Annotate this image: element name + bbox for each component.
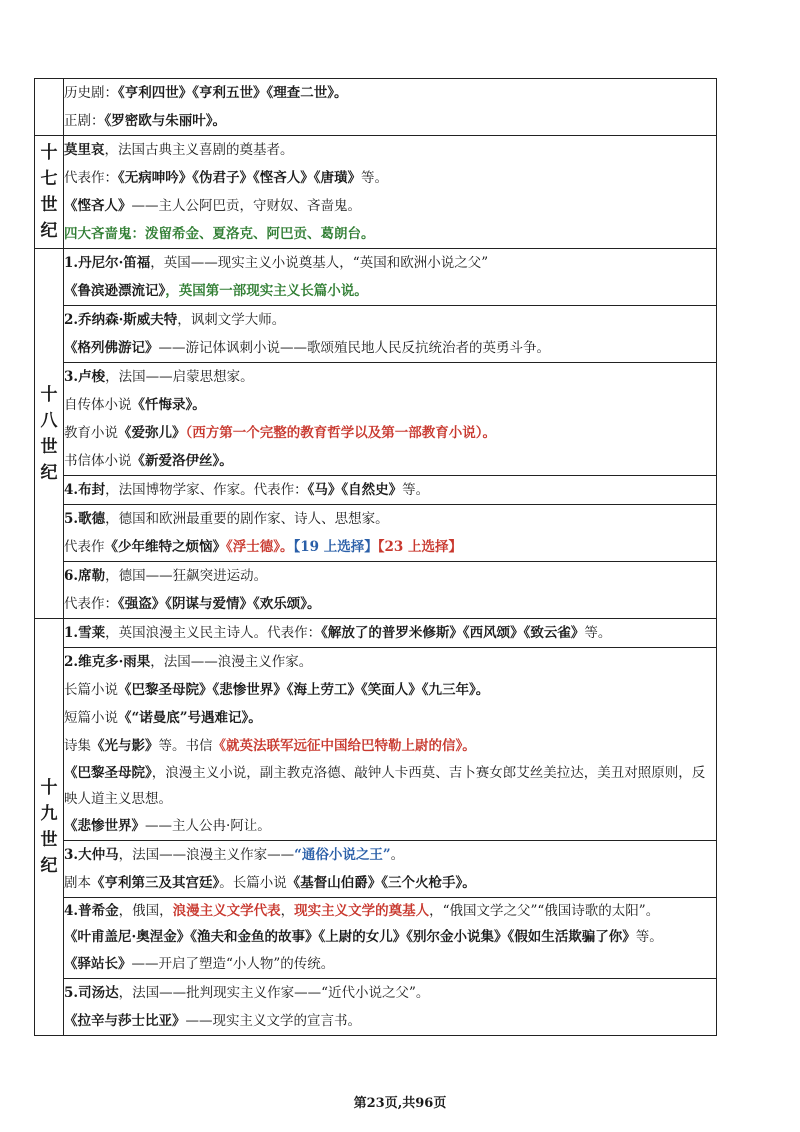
text-segment: ，讽刺文学大师。 <box>177 312 286 328</box>
text-segment: 正剧： <box>64 113 105 129</box>
text-segment: ， <box>280 903 295 919</box>
text-segment: 等。 <box>584 625 612 641</box>
text-segment: 等。书信 <box>158 738 213 754</box>
content-cell <box>64 841 717 898</box>
text-segment: 《巴黎圣母院》 <box>64 765 152 781</box>
era-character: 纪 <box>40 856 58 876</box>
text-segment: 莫里哀 <box>64 142 105 158</box>
text-segment: 6.席勒 <box>64 568 106 584</box>
text-segment: 代表作： <box>64 596 118 612</box>
text-segment: 《浮士德》。 <box>226 539 294 555</box>
text-segment: 。 <box>390 847 405 863</box>
text-segment: （西方第一个完整的教育哲学以及第一部教育小说）。 <box>185 425 496 441</box>
table-row <box>35 979 717 1036</box>
text-segment: ——主人公阿巴贡，守财奴、吝啬鬼。 <box>131 198 361 214</box>
text-segment: ，德国和欧洲最重要的剧作家、诗人、思想家。 <box>105 511 389 527</box>
era-character: 纪 <box>40 462 58 483</box>
content-cell <box>64 476 717 505</box>
text-segment: 《罗密欧与朱丽叶》。 <box>104 113 226 129</box>
content-cell <box>64 363 717 476</box>
text-line <box>64 1007 716 1035</box>
text-line <box>64 590 716 618</box>
era-character: 世 <box>40 830 58 850</box>
text-segment: ，英国浪漫主义民主诗人。代表作： <box>105 625 322 641</box>
table-row <box>35 249 717 306</box>
text-line <box>64 249 716 277</box>
content-cell <box>64 505 717 562</box>
text-line <box>64 732 716 760</box>
text-segment: 现实主义文学的奠基人 <box>294 903 430 919</box>
table-row <box>35 476 717 505</box>
text-line <box>64 79 716 107</box>
text-segment: 2.维克多·雨果 <box>64 654 151 670</box>
text-line <box>64 306 716 334</box>
text-segment: 历史剧： <box>64 85 118 101</box>
text-line <box>64 841 716 869</box>
content-cell <box>64 979 717 1036</box>
text-segment: ，俄国， <box>118 903 173 919</box>
text-segment: ，英国——现实主义小说奠基人，“英国和欧洲小说之父” <box>150 255 489 271</box>
text-segment: 《就英法联军远征中国给巴特勒上尉的信》。 <box>212 738 476 754</box>
era-character: 九 <box>40 804 58 824</box>
literature-table <box>34 78 717 1036</box>
text-segment: ，浪漫主义小说，副主教克洛德、敲钟人卡西莫、吉卜赛女郎艾丝美拉达，美丑对照原则，反映人道主义思想。 <box>64 765 706 807</box>
text-segment: 《悭吝人》 <box>64 198 132 214</box>
text-line <box>64 562 716 590</box>
content-cell <box>64 79 717 136</box>
text-line <box>64 164 716 192</box>
text-segment: 《光与影》 <box>91 738 159 754</box>
text-segment: 等。 <box>361 170 388 186</box>
text-segment: ，法国古典主义喜剧的奠基者。 <box>104 142 294 158</box>
text-segment: 3.卢梭 <box>64 369 106 385</box>
table-row <box>35 898 717 979</box>
text-segment: 自传体小说 <box>64 397 132 413</box>
text-line <box>64 277 716 305</box>
text-segment: 《马》《自然史》 <box>307 482 403 498</box>
text-segment: ——现实主义文学的宣言书。 <box>185 1013 361 1029</box>
text-segment: 《无病呻吟》《伪君子》《悭吝人》《唐璜》 <box>118 170 361 186</box>
era-cell-17th-century <box>35 136 64 249</box>
page-number: 第23页,共96页 <box>353 1096 447 1111</box>
content-cell <box>64 648 717 841</box>
text-line <box>64 648 716 676</box>
text-segment: ，法国——浪漫主义作家。 <box>150 654 313 670</box>
content-cell <box>64 562 717 619</box>
text-line <box>64 979 716 1007</box>
table-row <box>35 562 717 619</box>
text-segment: 教育小说 <box>64 425 118 441</box>
era-character: 十 <box>40 778 58 798</box>
text-line <box>64 363 716 391</box>
table-row <box>35 648 717 841</box>
text-segment: 1.雪莱 <box>64 625 106 641</box>
text-segment: ——主人公冉·阿让。 <box>145 818 271 834</box>
text-line <box>64 869 716 897</box>
text-segment: “通俗小说之王” <box>294 847 391 863</box>
text-line <box>64 898 716 924</box>
text-segment: 《少年维特之烦恼》 <box>104 539 226 555</box>
table-row <box>35 505 717 562</box>
text-segment: 【23 上选择】 <box>377 539 462 555</box>
era-cell-18th-century <box>35 249 64 619</box>
text-segment: 长篇小说 <box>64 682 118 698</box>
text-line <box>64 950 716 978</box>
era-character: 世 <box>40 195 58 215</box>
text-segment: 代表作： <box>64 170 118 186</box>
text-line <box>64 136 716 164</box>
content-cell <box>64 306 717 363</box>
text-segment: 《忏悔录》。 <box>131 397 206 413</box>
text-line <box>64 760 716 812</box>
table-row <box>35 841 717 898</box>
text-line <box>64 924 716 950</box>
text-segment: 剧本 <box>64 875 91 891</box>
era-cell-19th-century <box>35 619 64 1036</box>
text-segment: ，法国博物学家、作家。代表作： <box>105 482 308 498</box>
text-segment: 《“诺曼底”号遇难记》。 <box>118 710 262 726</box>
text-segment: ，德国——狂飙突进运动。 <box>105 568 268 584</box>
text-line <box>64 704 716 732</box>
text-segment: 《亨利四世》《亨利五世》《理查二世》。 <box>118 85 348 101</box>
text-segment: 《亨利第三及其宫廷》 <box>91 875 220 891</box>
text-segment: 《新爱洛伊丝》。 <box>131 453 233 469</box>
text-segment: 5.歌德 <box>64 511 106 527</box>
text-line <box>64 192 716 220</box>
text-segment: 《拉辛与莎士比亚》 <box>64 1013 186 1029</box>
text-segment: 《解放了的普罗米修斯》《西风颂》《致云雀》 <box>321 625 585 641</box>
text-segment: 书信体小说 <box>64 453 132 469</box>
text-segment: 《基督山伯爵》《三个火枪手》。 <box>286 875 476 891</box>
text-segment: 《叶甫盖尼·奥涅金》《渔夫和金鱼的故事》《上尉的女儿》《别尔金小说集》《假如生活欺骗了你》 <box>64 929 636 945</box>
table-row <box>35 363 717 476</box>
content-cell <box>64 249 717 306</box>
text-segment: 4.布封 <box>64 482 106 498</box>
text-line <box>64 505 716 533</box>
text-segment: 诗集 <box>64 738 91 754</box>
table-row <box>35 79 717 136</box>
content-cell <box>64 136 717 249</box>
text-segment: 等。 <box>402 482 430 498</box>
era-character: 十 <box>40 384 58 405</box>
text-segment: 四大吝啬鬼：泼留希金、夏洛克、阿巴贡、葛朗台。 <box>64 226 375 242</box>
text-line <box>64 447 716 475</box>
text-segment: ——开启了塑造“小人物”的传统。 <box>131 956 335 972</box>
text-line <box>64 676 716 704</box>
text-segment: ，英国第一部现实主义长篇小说。 <box>165 283 368 299</box>
content-cell <box>64 619 717 648</box>
text-segment: 《鲁滨逊漂流记》 <box>64 283 166 299</box>
text-segment: ——游记体讽刺小说——歌颂殖民地人民反抗统治者的英勇斗争。 <box>158 340 550 356</box>
text-line <box>64 391 716 419</box>
text-segment: ，法国——启蒙思想家。 <box>105 369 254 385</box>
table-row <box>35 619 717 648</box>
content-cell <box>64 898 717 979</box>
text-segment: 等。 <box>635 929 663 945</box>
text-line <box>64 334 716 362</box>
text-line <box>64 419 716 447</box>
text-segment: 《强盗》《阴谋与爱情》《欢乐颂》。 <box>118 596 321 612</box>
text-segment: ，法国——浪漫主义作家—— <box>118 847 295 863</box>
text-line <box>64 533 716 561</box>
text-line <box>64 476 716 504</box>
text-segment: 4.普希金 <box>64 903 119 919</box>
era-character: 世 <box>40 436 58 457</box>
text-line <box>64 107 716 135</box>
text-segment: 。长篇小说 <box>219 875 287 891</box>
text-segment: 《巴黎圣母院》《悲惨世界》《海上劳工》《笑面人》《九三年》。 <box>118 682 490 698</box>
text-segment: 代表作 <box>64 539 105 555</box>
text-segment: ，“俄国文学之父”“俄国诗歌的太阳”。 <box>429 903 660 919</box>
text-segment: 《驿站长》 <box>64 956 132 972</box>
text-segment: 浪漫主义文学代表 <box>172 903 281 919</box>
text-segment: 短篇小说 <box>64 710 118 726</box>
text-line <box>64 220 716 248</box>
table-row <box>35 306 717 363</box>
era-character: 八 <box>40 410 58 431</box>
era-character: 纪 <box>40 221 58 241</box>
text-segment: 《爱弥儿》 <box>118 425 186 441</box>
text-segment: 2.乔纳森·斯威夫特 <box>64 312 178 328</box>
text-segment: 《悲惨世界》 <box>64 818 145 834</box>
literature-table-page <box>34 78 717 1036</box>
text-line <box>64 619 716 647</box>
text-segment: 1.丹尼尔·笛福 <box>64 255 151 271</box>
table-row <box>35 136 717 249</box>
text-segment: 3.大仲马 <box>64 847 119 863</box>
text-segment: 《格列佛游记》 <box>64 340 159 356</box>
era-character: 十 <box>40 143 58 163</box>
text-segment: 5.司汤达 <box>64 985 119 1001</box>
text-segment: 【19 上选择】 <box>293 539 378 555</box>
era-cell-blank <box>35 79 64 136</box>
text-segment: ，法国——批判现实主义作家——“近代小说之父”。 <box>118 985 430 1001</box>
text-line <box>64 812 716 840</box>
era-character: 七 <box>40 169 58 189</box>
